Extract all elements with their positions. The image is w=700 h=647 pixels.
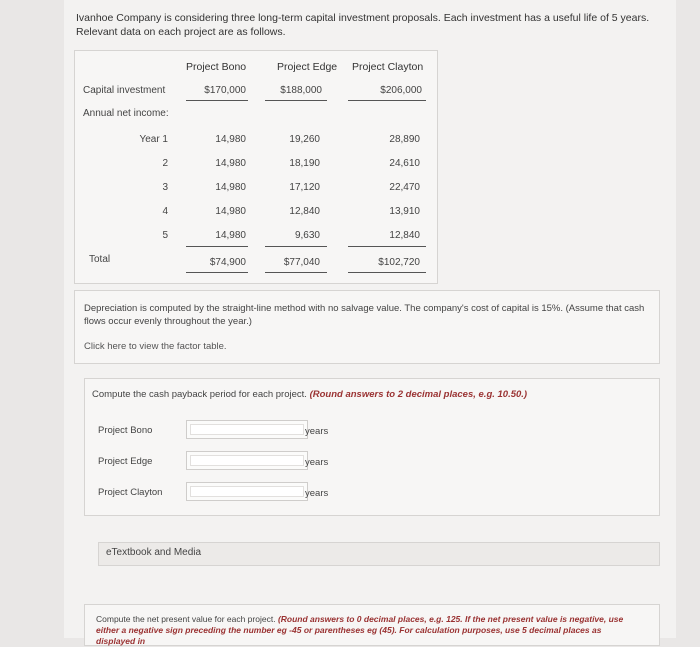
npv-prompt-line [96,614,636,646]
year-label: 3 [162,182,168,193]
payback-unit-edge: years [305,457,329,468]
row1-bono: 14,980 [215,134,246,145]
year-label: 2 [162,158,168,169]
capital-edge: $188,000 [280,85,322,96]
row5-bono: 14,980 [215,230,246,241]
header-project-bono: Project Bono [186,61,247,73]
capital-rule-bono [186,100,248,101]
payback-prompt: Compute the cash payback period for each project. [92,389,307,400]
capital-bono: $170,000 [204,85,246,96]
payback-label-clayton: Project Clayton [98,487,163,498]
depreciation-note: Depreciation is computed by the straight-line method with no salvage value. The company's cost of capital is 15%. (Assume that cash flows occur evenly throughout the year.) [84,303,645,327]
capital-rule-clayton [348,100,426,101]
row4-edge: 12,840 [289,206,320,217]
payback-label-bono: Project Bono [98,425,153,436]
row5-clayton: 12,840 [389,230,420,241]
payback-input-bono[interactable] [186,420,308,439]
subtotal-rule-edge [265,246,327,247]
capital-clayton: $206,000 [380,85,422,96]
row2-edge: 18,190 [289,158,320,169]
total-rule-edge [265,272,327,275]
total-label: Total [89,254,111,265]
year-label: 4 [162,206,168,217]
total-clayton: $102,720 [378,257,420,268]
problem-intro: Ivanhoe Company is considering three long-term capital investment proposals. Each investment has a useful life of 5 years. Relevant data on each project are as follows. [76,12,650,38]
row2-clayton: 24,610 [389,158,420,169]
row3-edge: 17,120 [289,182,320,193]
row1-edge: 19,260 [289,134,320,145]
year-label: 5 [162,230,168,241]
row4-clayton: 13,910 [389,206,420,217]
payback-input-clayton[interactable] [186,482,308,501]
row5-edge: 9,630 [294,230,320,241]
total-rule-clayton [348,272,426,275]
row3-bono: 14,980 [215,182,246,193]
annual-net-income-label: Annual net income: [83,108,169,119]
npv-instruction: (Round answers to 0 decimal places, e.g. 125. If the net present value is negative, use either a negative sign preceding the number eg -45 or parentheses eg (45). For calculation purposes, use 5 decimal places as displayed in [96,614,624,646]
capital-rule-edge [265,100,327,101]
payback-prompt-line [92,388,652,401]
total-rule-bono [186,272,248,275]
npv-prompt: Compute the net present value for each project. [96,614,276,624]
header-project-clayton: Project Clayton [352,61,424,73]
etextbook-label[interactable]: eTextbook and Media [106,547,202,558]
header-project-edge: Project Edge [277,61,338,73]
subtotal-rule-bono [186,246,248,247]
row4-bono: 14,980 [215,206,246,217]
payback-unit-clayton: years [305,488,329,499]
row3-clayton: 22,470 [389,182,420,193]
subtotal-rule-clayton [348,246,426,247]
year-label: Year 1 [139,134,168,145]
total-edge: $77,040 [283,257,320,268]
payback-unit-bono: years [305,426,329,437]
payback-label-edge: Project Edge [98,456,153,467]
factor-table-link[interactable]: Click here to view the factor table. [84,341,227,352]
payback-input-edge[interactable] [186,451,308,470]
row1-clayton: 28,890 [389,134,420,145]
capital-investment-label: Capital investment [83,85,166,96]
payback-instruction: (Round answers to 2 decimal places, e.g. 10.50.) [309,389,528,400]
total-bono: $74,900 [209,257,246,268]
row2-bono: 14,980 [215,158,246,169]
